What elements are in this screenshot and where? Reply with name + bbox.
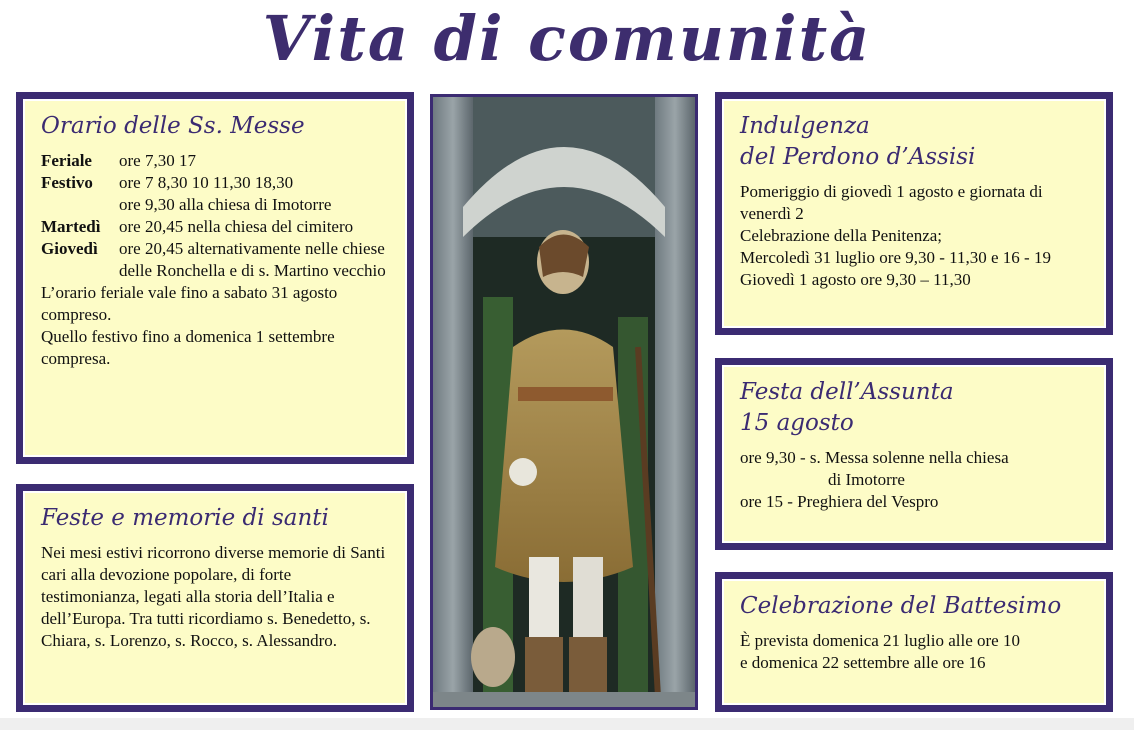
- indulgenza-heading: Indulgenza: [740, 113, 870, 139]
- assunta-line: ore 15 - Preghiera del Vespro: [740, 492, 939, 511]
- row-value: ore 9,30 alla chiesa di Imotorre: [119, 195, 332, 214]
- orario-note: Quello festivo fino a domenica 1 settembre compresa.: [41, 327, 335, 368]
- orario-row: [41, 238, 389, 282]
- battesimo-heading: Celebrazione del Battesimo: [740, 593, 1062, 619]
- feste-panel: [23, 491, 407, 705]
- indulgenza-box: [715, 92, 1113, 335]
- page-title: Vita di comunità: [262, 2, 872, 75]
- indulgenza-line: Pomeriggio di giovedì 1 agosto e giornata di venerdì 2: [740, 182, 1043, 223]
- feste-heading: Feste e memorie di santi: [41, 505, 329, 531]
- battesimo-box: [715, 572, 1113, 712]
- assunta-heading: Festa dell’Assunta: [740, 379, 954, 405]
- row-value: ore 7 8,30 10 11,30 18,30: [119, 173, 294, 192]
- assunta-subheading: 15 agosto: [740, 410, 854, 436]
- orario-box: [16, 92, 414, 464]
- orario-panel: [23, 99, 407, 457]
- assunta-line: di Imotorre: [828, 470, 905, 489]
- orario-row: [41, 150, 389, 172]
- row-label: [41, 194, 119, 216]
- indulgenza-line: Giovedì 1 agosto ore 9,30 – 11,30: [740, 270, 971, 289]
- orario-heading: Orario delle Ss. Messe: [41, 113, 305, 139]
- indulgenza-line: Celebrazione della Penitenza;: [740, 226, 943, 245]
- indulgenza-line: Mercoledì 31 luglio ore 9,30 - 11,30 e 16 - 19: [740, 248, 1051, 267]
- row-value: ore 20,45 alternativamente nelle chiese delle Ronchella e di s. Martino vecchio: [119, 239, 386, 280]
- orario-row: [41, 172, 389, 194]
- orario-row: [41, 216, 389, 238]
- row-value: ore 7,30 17: [119, 151, 196, 170]
- feste-text: Nei mesi estivi ricorrono diverse memorie di Santi cari alla devozione popolare, di forte testimonianza, legati alla storia dell’Italia e dell’Europa. Tra tutti ricordiamo s. Benedetto, s. Chiara, s. Lorenzo, s. Rocco, s. Alessandro.: [41, 543, 386, 650]
- row-label: Feriale: [41, 151, 92, 170]
- page-footer-strip: [0, 718, 1134, 730]
- assunta-panel: [722, 365, 1106, 543]
- battesimo-line: È prevista domenica 21 luglio alle ore 10: [740, 631, 1020, 650]
- indulgenza-panel: [722, 99, 1106, 328]
- battesimo-panel: [722, 579, 1106, 705]
- feste-box: [16, 484, 414, 712]
- row-value: ore 20,45 nella chiesa del cimitero: [119, 217, 354, 236]
- assunta-line: ore 9,30 - s. Messa solenne nella chiesa: [740, 448, 1009, 467]
- assunta-box: [715, 358, 1113, 550]
- indulgenza-subheading: del Perdono d’Assisi: [740, 144, 976, 170]
- orario-row: [41, 194, 389, 216]
- row-label: Martedì: [41, 217, 101, 236]
- battesimo-line: e domenica 22 settembre alle ore 16: [740, 653, 986, 672]
- row-label: Festivo: [41, 173, 93, 192]
- orario-note: L’orario feriale vale fino a sabato 31 agosto compreso.: [41, 283, 338, 324]
- row-label: Giovedì: [41, 239, 98, 258]
- saint-statue-image: [430, 94, 698, 710]
